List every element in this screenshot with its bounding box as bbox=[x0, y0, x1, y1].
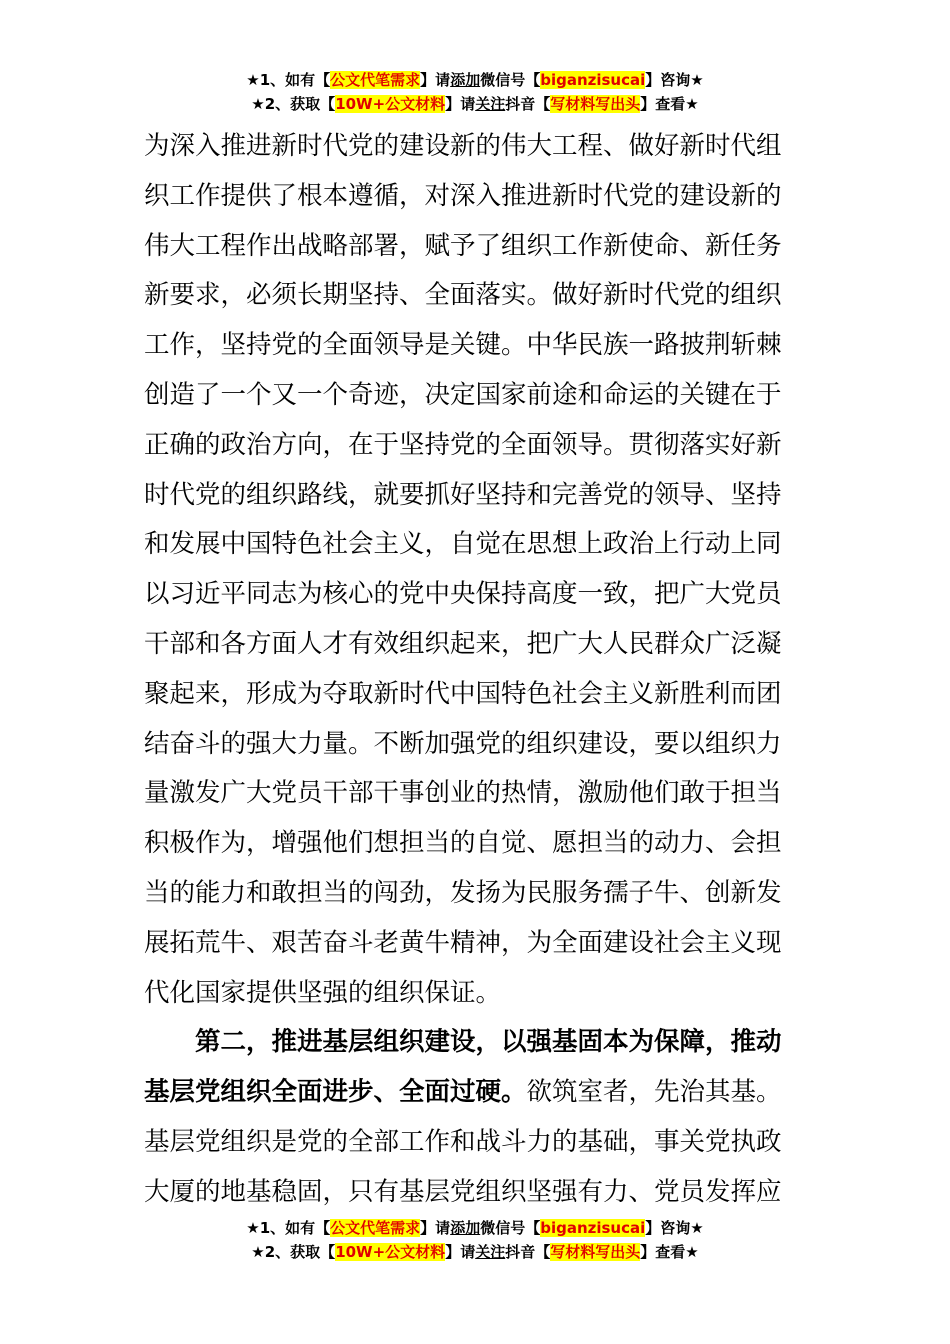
promo-text: 】查看★ bbox=[640, 95, 699, 113]
promo-text: ★2、获取【 bbox=[251, 95, 336, 113]
body-line: 为深入推进新时代党的建设新的伟大工程、做好新时代组 bbox=[144, 131, 782, 161]
promo-text: 】咨询★ bbox=[645, 71, 704, 89]
body-line: 结奋斗的强大力量。不断加强党的组织建设，要以组织力 bbox=[144, 728, 782, 759]
promo-text: 微信号【 bbox=[480, 71, 541, 89]
promo-highlight: 10W+公文材料 bbox=[335, 95, 446, 113]
body-line: 织工作提供了根本遵循，对深入推进新时代党的建设新的 bbox=[144, 180, 782, 211]
body-line: 正确的政治方向，在于坚持党的全面领导。贯彻落实好新 bbox=[144, 429, 782, 460]
top-promo-banner bbox=[0, 68, 950, 116]
promo-line-2 bbox=[0, 92, 950, 116]
promo-underlined-text: 添加 bbox=[450, 1219, 481, 1237]
body-line: 伟大工程作出战略部署，赋予了组织工作新使命、新任务 bbox=[144, 230, 782, 261]
section-heading-line: 第二，推进基层组织建设，以强基固本为保障，推动 bbox=[144, 1027, 782, 1058]
body-line: 展拓荒牛、艰苦奋斗老黄牛精神，为全面建设社会主义现 bbox=[144, 927, 782, 958]
body-line: 积极作为，增强他们想担当的自觉、愿担当的动力、会担 bbox=[144, 828, 782, 859]
promo-highlight: 公文代笔需求 bbox=[330, 71, 421, 89]
body-line: 创造了一个又一个奇迹，决定国家前途和命运的关键在于 bbox=[144, 379, 782, 410]
promo-underlined-text: 添加 bbox=[450, 71, 481, 89]
body-line: 量激发广大党员干部干事创业的热情，激励他们敢于担当 bbox=[144, 778, 782, 809]
body-line: 和发展中国特色社会主义，自觉在思想上政治上行动上同 bbox=[144, 529, 782, 560]
promo-line-1 bbox=[0, 68, 950, 92]
body-line: 工作，坚持党的全面领导是关键。中华民族一路披荆斩棘 bbox=[144, 330, 782, 361]
promo-text: ★1、如有【 bbox=[246, 1219, 331, 1237]
body-line: 时代党的组织路线，就要抓好坚持和完善党的领导、坚持 bbox=[144, 479, 782, 510]
body-line: 基层党组织是党的全部工作和战斗力的基础，事关党执政 bbox=[144, 1126, 782, 1157]
promo-highlight: 10W+公文材料 bbox=[335, 1243, 446, 1261]
promo-wechat-id: biganzisucai bbox=[540, 1219, 646, 1237]
body-line bbox=[144, 1068, 808, 1118]
body-line: 以习近平同志为核心的党中央保持高度一致，把广大党员 bbox=[144, 579, 782, 610]
promo-highlight: 公文代笔需求 bbox=[330, 1219, 421, 1237]
bottom-promo-banner bbox=[0, 1216, 950, 1264]
body-line: 新要求，必须长期坚持、全面落实。做好新时代党的组织 bbox=[144, 280, 782, 311]
promo-text: 抖音【 bbox=[505, 95, 551, 113]
promo-douyin-id: 写材料写出头 bbox=[550, 95, 641, 113]
body-line: 代化国家提供坚强的组织保证。 bbox=[144, 977, 502, 1008]
promo-text: 】请 bbox=[445, 95, 476, 113]
promo-douyin-id: 写材料写出头 bbox=[550, 1243, 641, 1261]
promo-text: ★2、获取【 bbox=[251, 1243, 336, 1261]
promo-underlined-text: 关注 bbox=[475, 95, 506, 113]
promo-text: 抖音【 bbox=[505, 1243, 551, 1261]
promo-line-1 bbox=[0, 1216, 950, 1240]
promo-line-2 bbox=[0, 1240, 950, 1264]
body-text-run: 欲筑室者，先治其基。 bbox=[526, 1077, 782, 1108]
body-line: 干部和各方面人才有效组织起来，把广大人民群众广泛凝 bbox=[144, 628, 782, 659]
document-body bbox=[144, 122, 808, 1218]
body-line: 当的能力和敢担当的闯劲，发扬为民服务孺子牛、创新发 bbox=[144, 877, 782, 908]
body-line: 聚起来，形成为夺取新时代中国特色社会主义新胜利而团 bbox=[144, 678, 782, 709]
promo-wechat-id: biganzisucai bbox=[540, 71, 646, 89]
promo-text: 】请 bbox=[420, 1219, 451, 1237]
promo-text: 】咨询★ bbox=[645, 1219, 704, 1237]
promo-text: 微信号【 bbox=[480, 1219, 541, 1237]
promo-text: 】查看★ bbox=[640, 1243, 699, 1261]
section-heading-tail: 基层党组织全面进步、全面过硬。 bbox=[144, 1077, 527, 1108]
promo-underlined-text: 关注 bbox=[475, 1243, 506, 1261]
promo-text: 】请 bbox=[420, 71, 451, 89]
promo-text: 】请 bbox=[445, 1243, 476, 1261]
promo-text: ★1、如有【 bbox=[246, 71, 331, 89]
body-line: 大厦的地基稳固，只有基层党组织坚强有力、党员发挥应 bbox=[144, 1176, 782, 1207]
